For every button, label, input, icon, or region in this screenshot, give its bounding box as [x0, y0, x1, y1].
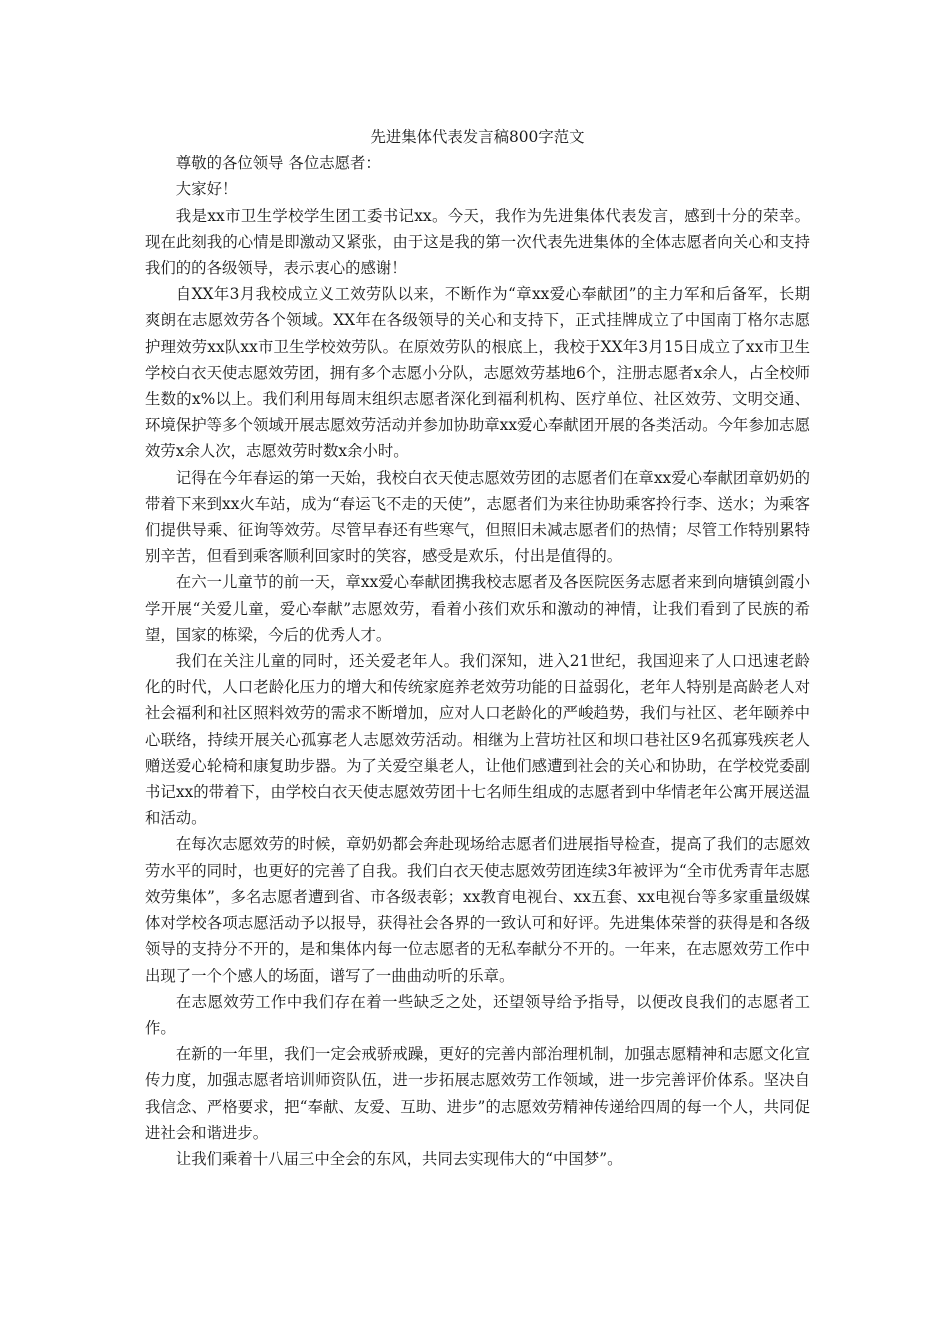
body-paragraph: 我是xx市卫生学校学生团工委书记xx。今天，我作为先进集体代表发言，感到十分的荣幸。现在此刻我的心情是即激动又紧张，由于这是我的第一次代表先进集体的全体志愿者向关心和支持我们的的各级领导，表示衷心的感谢！	[145, 206, 810, 278]
salutation: 尊敬的各位领导 各位志愿者：	[175, 154, 381, 173]
greeting: 大家好！	[175, 180, 238, 199]
document-page	[145, 124, 810, 1172]
body-paragraph: 我们在关注儿童的同时，还关爱老年人。我们深知，进入21世纪，我国迎来了人口迅速老龄化的时代，人口老龄化压力的增大和传统家庭养老效劳功能的日益弱化，老年人特别是高龄老人对社会福利和社区照料效劳的需求不断增加，应对人口老龄化的严峻趋势，我们与社区、老年颐养中心联络，持续开展关心孤寡老人志愿效劳活动。相继为上营坊社区和坝口巷社区9名孤寡残疾老人赠送爱心轮椅和康复助步器。为了关爱空巢老人，让他们感遭到社会的关心和协助，在学校党委副书记xx的带着下，由学校白衣天使志愿效劳团十七名师生组成的志愿者到中华情老年公寓开展送温和活动。	[145, 652, 810, 828]
body-paragraph: 在每次志愿效劳的时候，章奶奶都会奔赴现场给志愿者们进展指导检查，提高了我们的志愿效劳水平的同时，也更好的完善了自我。我们白衣天使志愿效劳团连续3年被评为“全市优秀青年志愿效劳集体”，多名志愿者遭到省、市各级表彰；xx教育电视台、xx五套、xx电视台等多家重量级媒体对学校各项志愿活动予以报导，获得社会各界的一致认可和好评。先进集体荣誉的获得是和各级领导的支持分不开的，是和集体内每一位志愿者的无私奉献分不开的。一年来，在志愿效劳工作中出现了一个个感人的场面，谱写了一曲曲动听的乐章。	[145, 835, 810, 985]
body-paragraph: 在志愿效劳工作中我们存在着一些缺乏之处，还望领导给予指导，以便改良我们的志愿者工作。	[145, 992, 810, 1037]
document-title: 先进集体代表发言稿800字范文	[370, 128, 585, 146]
closing-paragraph: 让我们乘着十八届三中全会的东风，共同去实现伟大的“中国梦”。	[175, 1149, 623, 1168]
body-paragraph: 记得在今年春运的第一天始，我校白衣天使志愿效劳团的志愿者们在章xx爱心奉献团章奶奶的带着下来到xx火车站，成为“春运飞不走的天使”，志愿者们为来往协助乘客拎行李、送水；为乘客们提供导乘、征询等效劳。尽管早春还有些寒气，但照旧未减志愿者们的热情；尽管工作特别累特别辛苦，但看到乘客顺利回家时的笑容，感受是欢乐，付出是值得的。	[145, 468, 810, 566]
body-paragraph: 在六一儿童节的前一天，章xx爱心奉献团携我校志愿者及各医院医务志愿者来到向塘镇剑霞小学开展“关爱儿童，爱心奉献”志愿效劳，看着小孩们欢乐和激动的神情，让我们看到了民族的希望，国家的栋梁，今后的优秀人才。	[145, 573, 810, 644]
body-paragraph: 自XX年3月我校成立义工效劳队以来，不断作为“章xx爱心奉献团”的主力军和后备军，长期爽朗在志愿效劳各个领域。XX年在各级领导的关心和支持下，正式挂牌成立了中国南丁格尔志愿护理效劳xx队xx市卫生学校效劳队。在原效劳队的根底上，我校于XX年3月15日成立了xx市卫生学校白衣天使志愿效劳团，拥有多个志愿小分队，志愿效劳基地6个，注册志愿者x余人，占全校师生数的x%以上。我们利用每周末组织志愿者深化到福利机构、医疗单位、社区效劳、文明交通、环境保护等多个领域开展志愿效劳活动并参加协助章xx爱心奉献团开展的各类活动。今年参加志愿效劳x余人次，志愿效劳时数x余小时。	[145, 285, 810, 461]
body-paragraph: 在新的一年里，我们一定会戒骄戒躁，更好的完善内部治理机制，加强志愿精神和志愿文化宣传力度，加强志愿者培训师资队伍，进一步拓展志愿效劳工作领域，进一步完善评价体系。坚决自我信念、严格要求，把“奉献、友爱、互助、进步”的志愿效劳精神传递给四周的每一个人，共同促进社会和谐进步。	[145, 1045, 810, 1142]
